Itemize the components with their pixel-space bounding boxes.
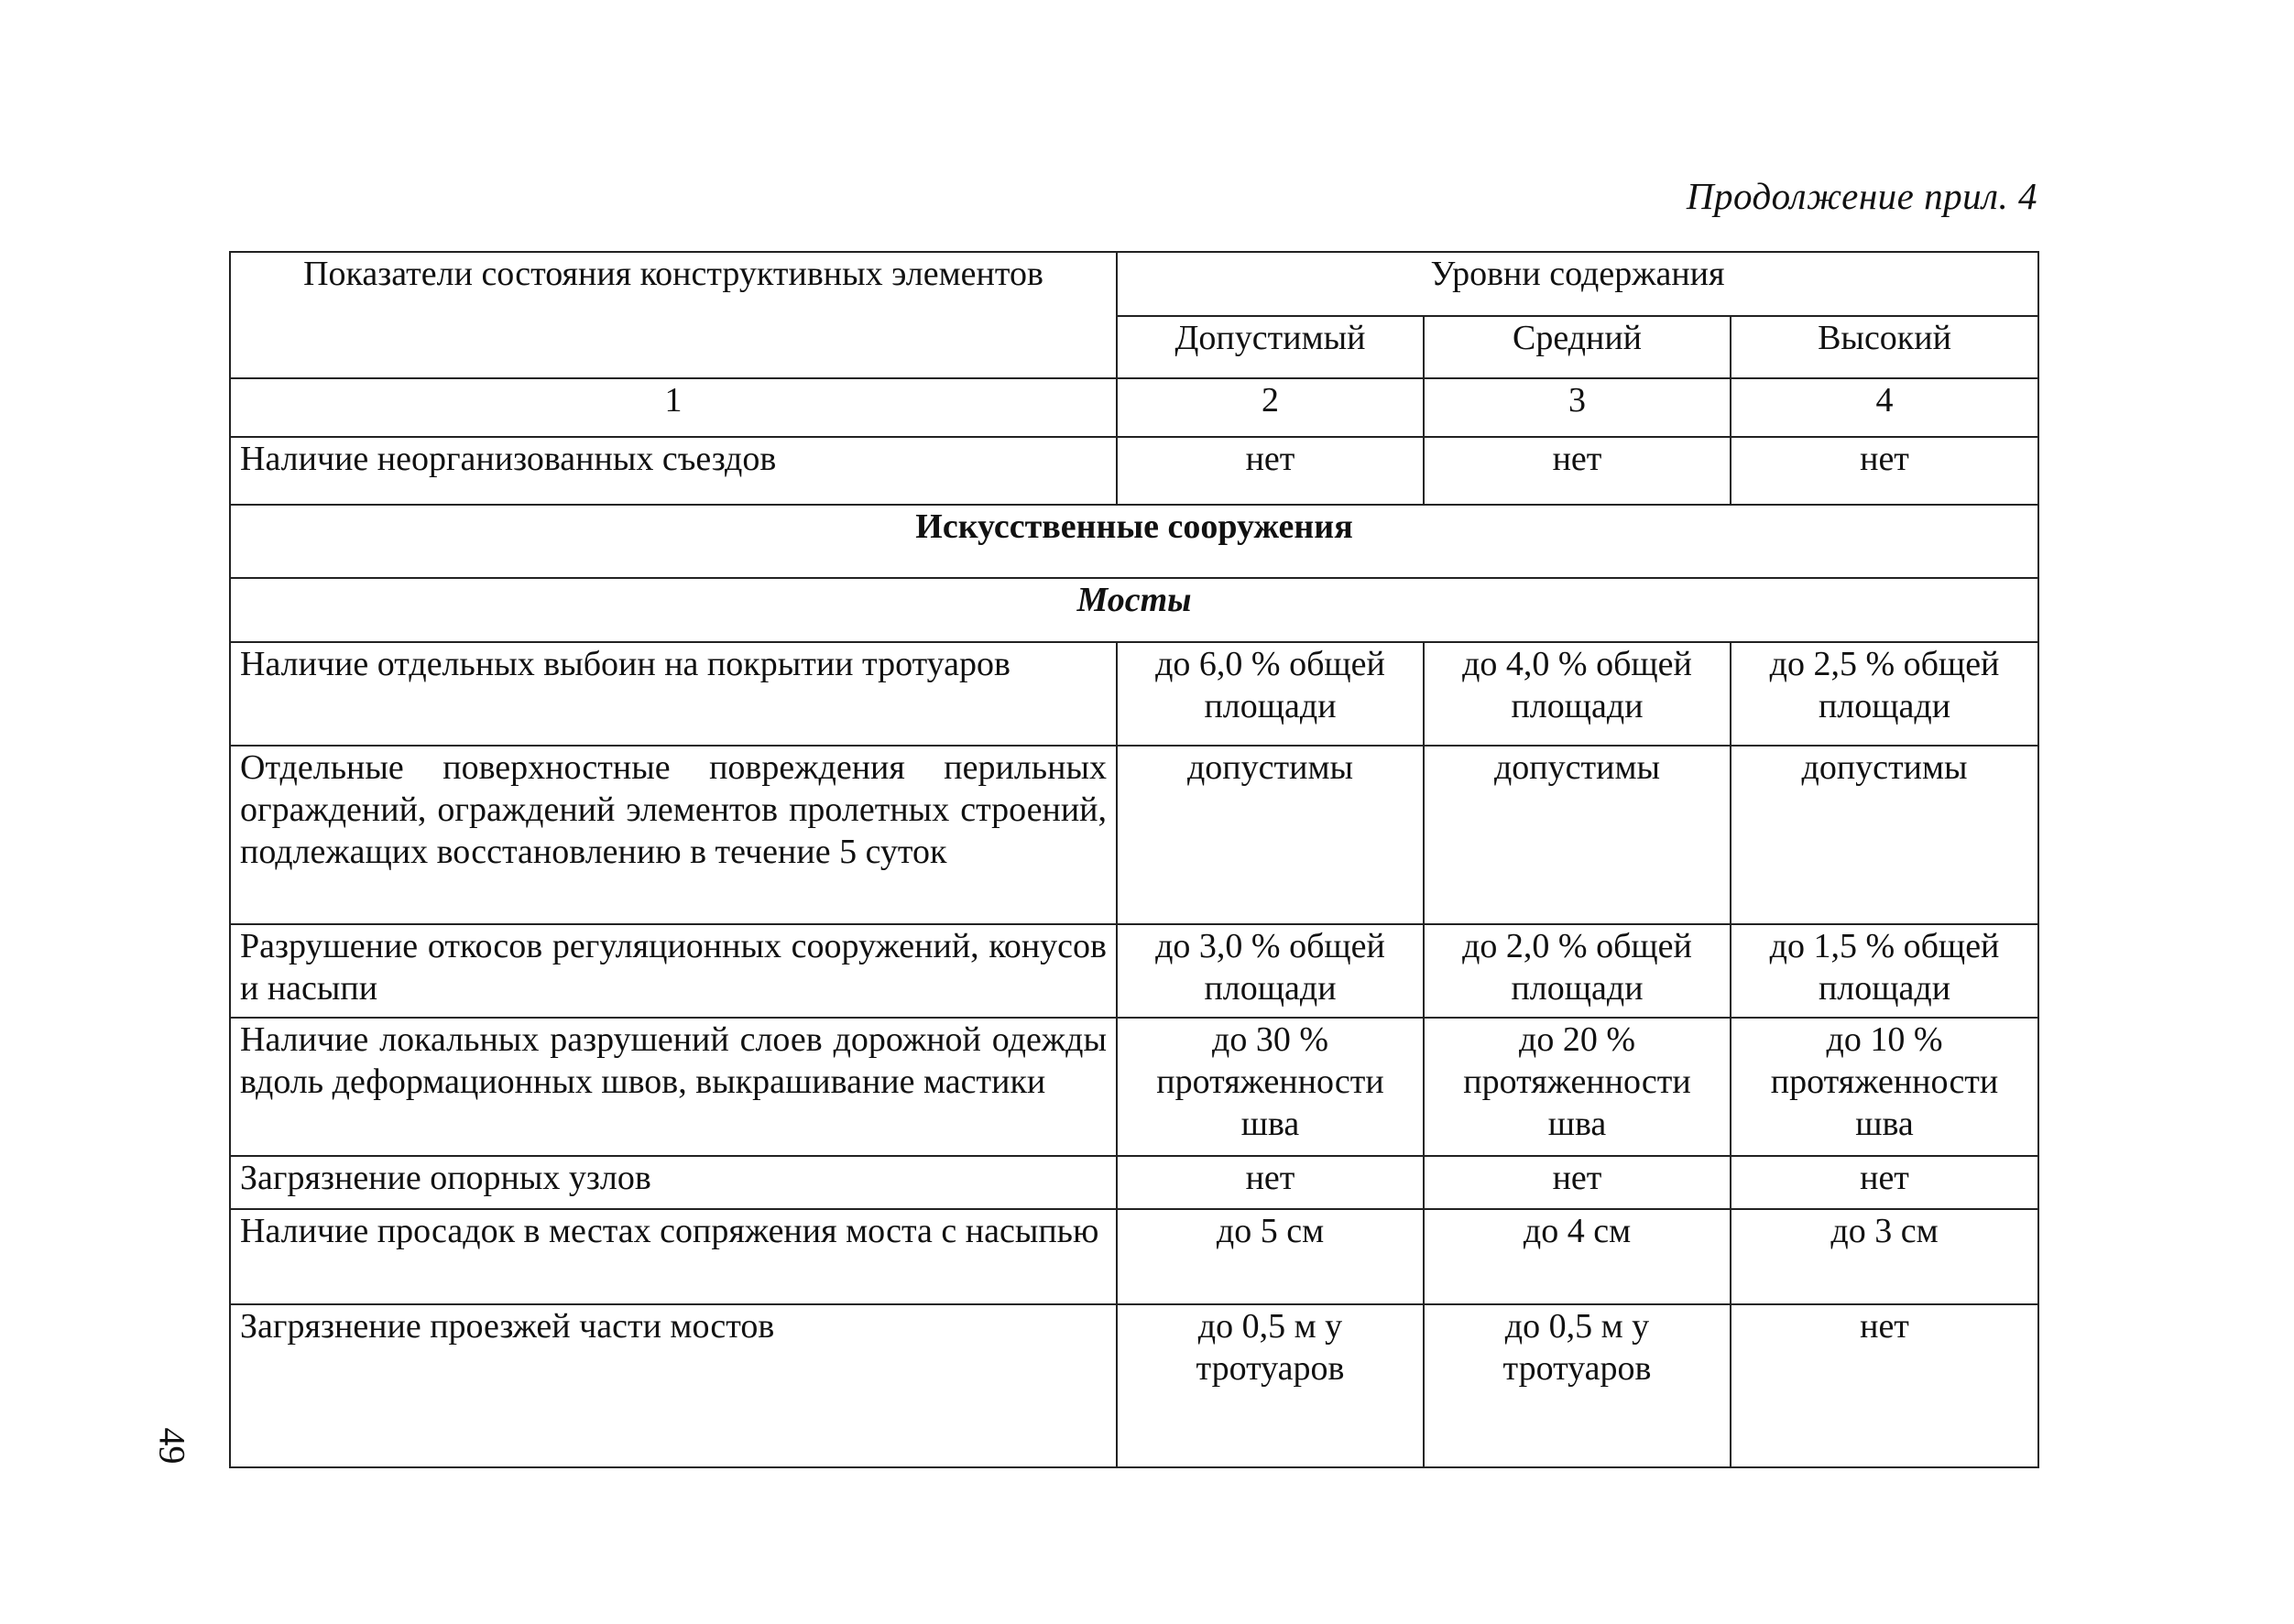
value-cell: до 30 % протяженности шва [1117,1018,1424,1156]
subsection-row [230,578,2038,642]
value-cell: допустимы [1731,746,2038,924]
column-number-row [230,378,2038,437]
indicator-cell: Наличие локальных разрушений слоев дорожной одежды вдоль деформационных швов, выкрашивание мастики [230,1018,1117,1156]
column-number: 3 [1424,378,1731,437]
value-cell: до 10 % протяженности шва [1731,1018,2038,1156]
value-cell: нет [1731,437,2038,505]
value-cell: до 6,0 % общей площади [1117,642,1424,746]
continuation-caption: Продолжение прил. 4 [1686,175,2037,217]
value-cell: нет [1117,437,1424,505]
subsection-title: Мосты [230,578,2038,642]
indicator-cell: Наличие отдельных выбоин на покрытии тротуаров [230,642,1117,746]
table-row [230,1304,2038,1467]
column-number: 4 [1731,378,2038,437]
value-cell: до 1,5 % общей площади [1731,924,2038,1018]
table-row [230,1209,2038,1304]
value-cell: допустимы [1424,746,1731,924]
level-header-high: Высокий [1731,316,2038,378]
column-number: 1 [230,378,1117,437]
value-cell: до 4 см [1424,1209,1731,1304]
value-cell: нет [1731,1156,2038,1209]
page-number: 49 [151,1427,193,1465]
value-cell: до 3,0 % общей площади [1117,924,1424,1018]
value-cell: до 2,5 % общей площади [1731,642,2038,746]
column-number: 2 [1117,378,1424,437]
value-cell: до 0,5 м у тротуаров [1424,1304,1731,1467]
value-cell: до 4,0 % общей площади [1424,642,1731,746]
value-cell: нет [1117,1156,1424,1209]
level-header-medium: Средний [1424,316,1731,378]
indicator-cell: Отдельные поверхностные повреждения перильных ограждений, ограждений элементов пролетных строений, подлежащих восстановлению в течение 5 суток [230,746,1117,924]
level-header-acceptable: Допустимый [1117,316,1424,378]
table-row [230,746,2038,924]
table-row [230,437,2038,505]
value-cell: допустимы [1117,746,1424,924]
table-row [230,642,2038,746]
indicator-cell: Наличие неорганизованных съездов [230,437,1117,505]
levels-table [229,251,2039,1468]
section-title: Искусственные сооружения [230,505,2038,578]
table-row [230,924,2038,1018]
value-cell: нет [1424,437,1731,505]
table-row [230,1018,2038,1156]
value-cell: до 3 см [1731,1209,2038,1304]
value-cell: до 5 см [1117,1209,1424,1304]
indicator-cell: Загрязнение опорных узлов [230,1156,1117,1209]
value-cell: нет [1424,1156,1731,1209]
indicator-cell: Загрязнение проезжей части мостов [230,1304,1117,1467]
value-cell: до 20 % протяженности шва [1424,1018,1731,1156]
value-cell: до 2,0 % общей площади [1424,924,1731,1018]
table-header-row [230,252,2038,316]
indicator-column-header: Показатели состояния конструктивных элементов [230,252,1117,378]
table-row [230,1156,2038,1209]
value-cell: нет [1731,1304,2038,1467]
indicator-cell: Разрушение откосов регуляционных сооружений, конусов и насыпи [230,924,1117,1018]
indicator-cell: Наличие просадок в местах сопряжения моста с насыпью [230,1209,1117,1304]
section-row [230,505,2038,578]
levels-group-header: Уровни содержания [1117,252,2038,316]
value-cell: до 0,5 м у тротуаров [1117,1304,1424,1467]
